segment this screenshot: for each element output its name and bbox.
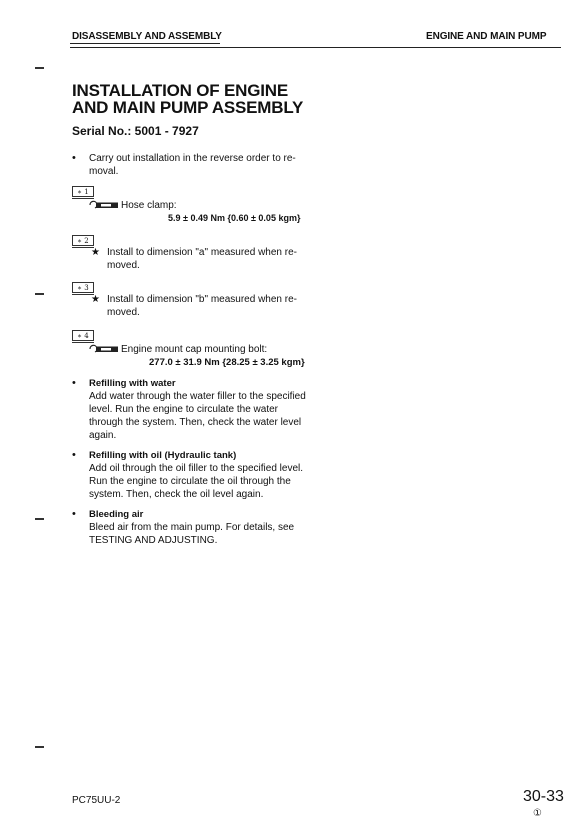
ref-4-torque-value: 277.0 ± 31.9 Nm {28.25 ± 3.25 kgm} — [149, 357, 305, 368]
section-refilling-water — [89, 377, 306, 442]
ref-2-line-2: moved. — [107, 260, 140, 271]
page-number: 30-33 — [523, 788, 564, 805]
ref-3-line-2: moved. — [107, 307, 140, 318]
section-heading: Refilling with oil (Hydraulic tank) — [89, 450, 237, 461]
section-heading: Bleeding air — [89, 509, 144, 520]
section-refilling-oil — [89, 449, 303, 501]
reference-tag-1: ∗ 1 — [72, 186, 94, 197]
margin-mark — [35, 293, 44, 295]
serial-number: Serial No.: 5001 - 7927 — [72, 124, 199, 138]
ref-2-line-1: Install to dimension "a" measured when re- — [107, 247, 297, 258]
title-line-1: INSTALLATION OF ENGINE — [72, 81, 288, 100]
section-heading: Refilling with water — [89, 378, 176, 389]
margin-mark — [35, 518, 44, 520]
header-chapter-title: ENGINE AND MAIN PUMP — [426, 31, 547, 42]
page-title — [72, 82, 303, 116]
star-icon: ★ — [91, 294, 100, 305]
ref-3-line-1: Install to dimension "b" measured when re- — [107, 294, 297, 305]
footer-model-number: PC75UU-2 — [72, 795, 121, 806]
reference-rule — [72, 198, 94, 199]
bullet: • — [72, 449, 76, 461]
ref-1-torque-value: 5.9 ± 0.49 Nm {0.60 ± 0.05 kgm} — [168, 213, 301, 223]
intro-text — [89, 152, 296, 178]
ref-2-text — [107, 246, 297, 272]
bullet: • — [72, 152, 76, 164]
margin-mark — [35, 746, 44, 748]
header-section-title: DISASSEMBLY AND ASSEMBLY — [72, 31, 222, 42]
bullet: • — [72, 508, 76, 520]
ref-3-text — [107, 293, 297, 319]
title-line-2: AND MAIN PUMP ASSEMBLY — [72, 98, 304, 117]
intro-line-1: Carry out installation in the reverse order to re- — [89, 153, 296, 164]
section-line: Add water through the water filler to the specified — [89, 391, 306, 402]
ref-4-label: Engine mount cap mounting bolt: — [121, 344, 268, 355]
section-line: again. — [89, 430, 117, 441]
intro-line-2: moval. — [89, 166, 119, 177]
section-line: level. Run the engine to circulate the water — [89, 404, 278, 415]
section-line: Bleed air from the main pump. For details, see — [89, 522, 295, 533]
margin-mark — [35, 67, 44, 69]
reference-rule — [72, 342, 94, 343]
bullet: • — [72, 377, 76, 389]
revision-mark: ① — [533, 808, 542, 819]
header-rule — [70, 47, 561, 48]
ref-1-label: Hose clamp: — [121, 200, 177, 211]
star-icon: ★ — [91, 247, 100, 258]
section-line: TESTING AND ADJUSTING. — [89, 535, 218, 546]
section-line: Add oil through the oil filler to the specified level. — [89, 463, 304, 474]
torque-wrench-icon — [89, 344, 119, 354]
section-line: system. Then, check the oil level again. — [89, 489, 264, 500]
section-line: through the system. Then, check the water level — [89, 417, 302, 428]
reference-tag-3: ∗ 3 — [72, 282, 94, 293]
section-line: Run the engine to circulate the oil through the — [89, 476, 291, 487]
torque-wrench-icon — [89, 200, 119, 210]
reference-tag-2: ∗ 2 — [72, 235, 94, 246]
reference-tag-4: ∗ 4 — [72, 330, 94, 341]
header-underline — [70, 43, 220, 44]
section-bleeding-air — [89, 508, 294, 547]
